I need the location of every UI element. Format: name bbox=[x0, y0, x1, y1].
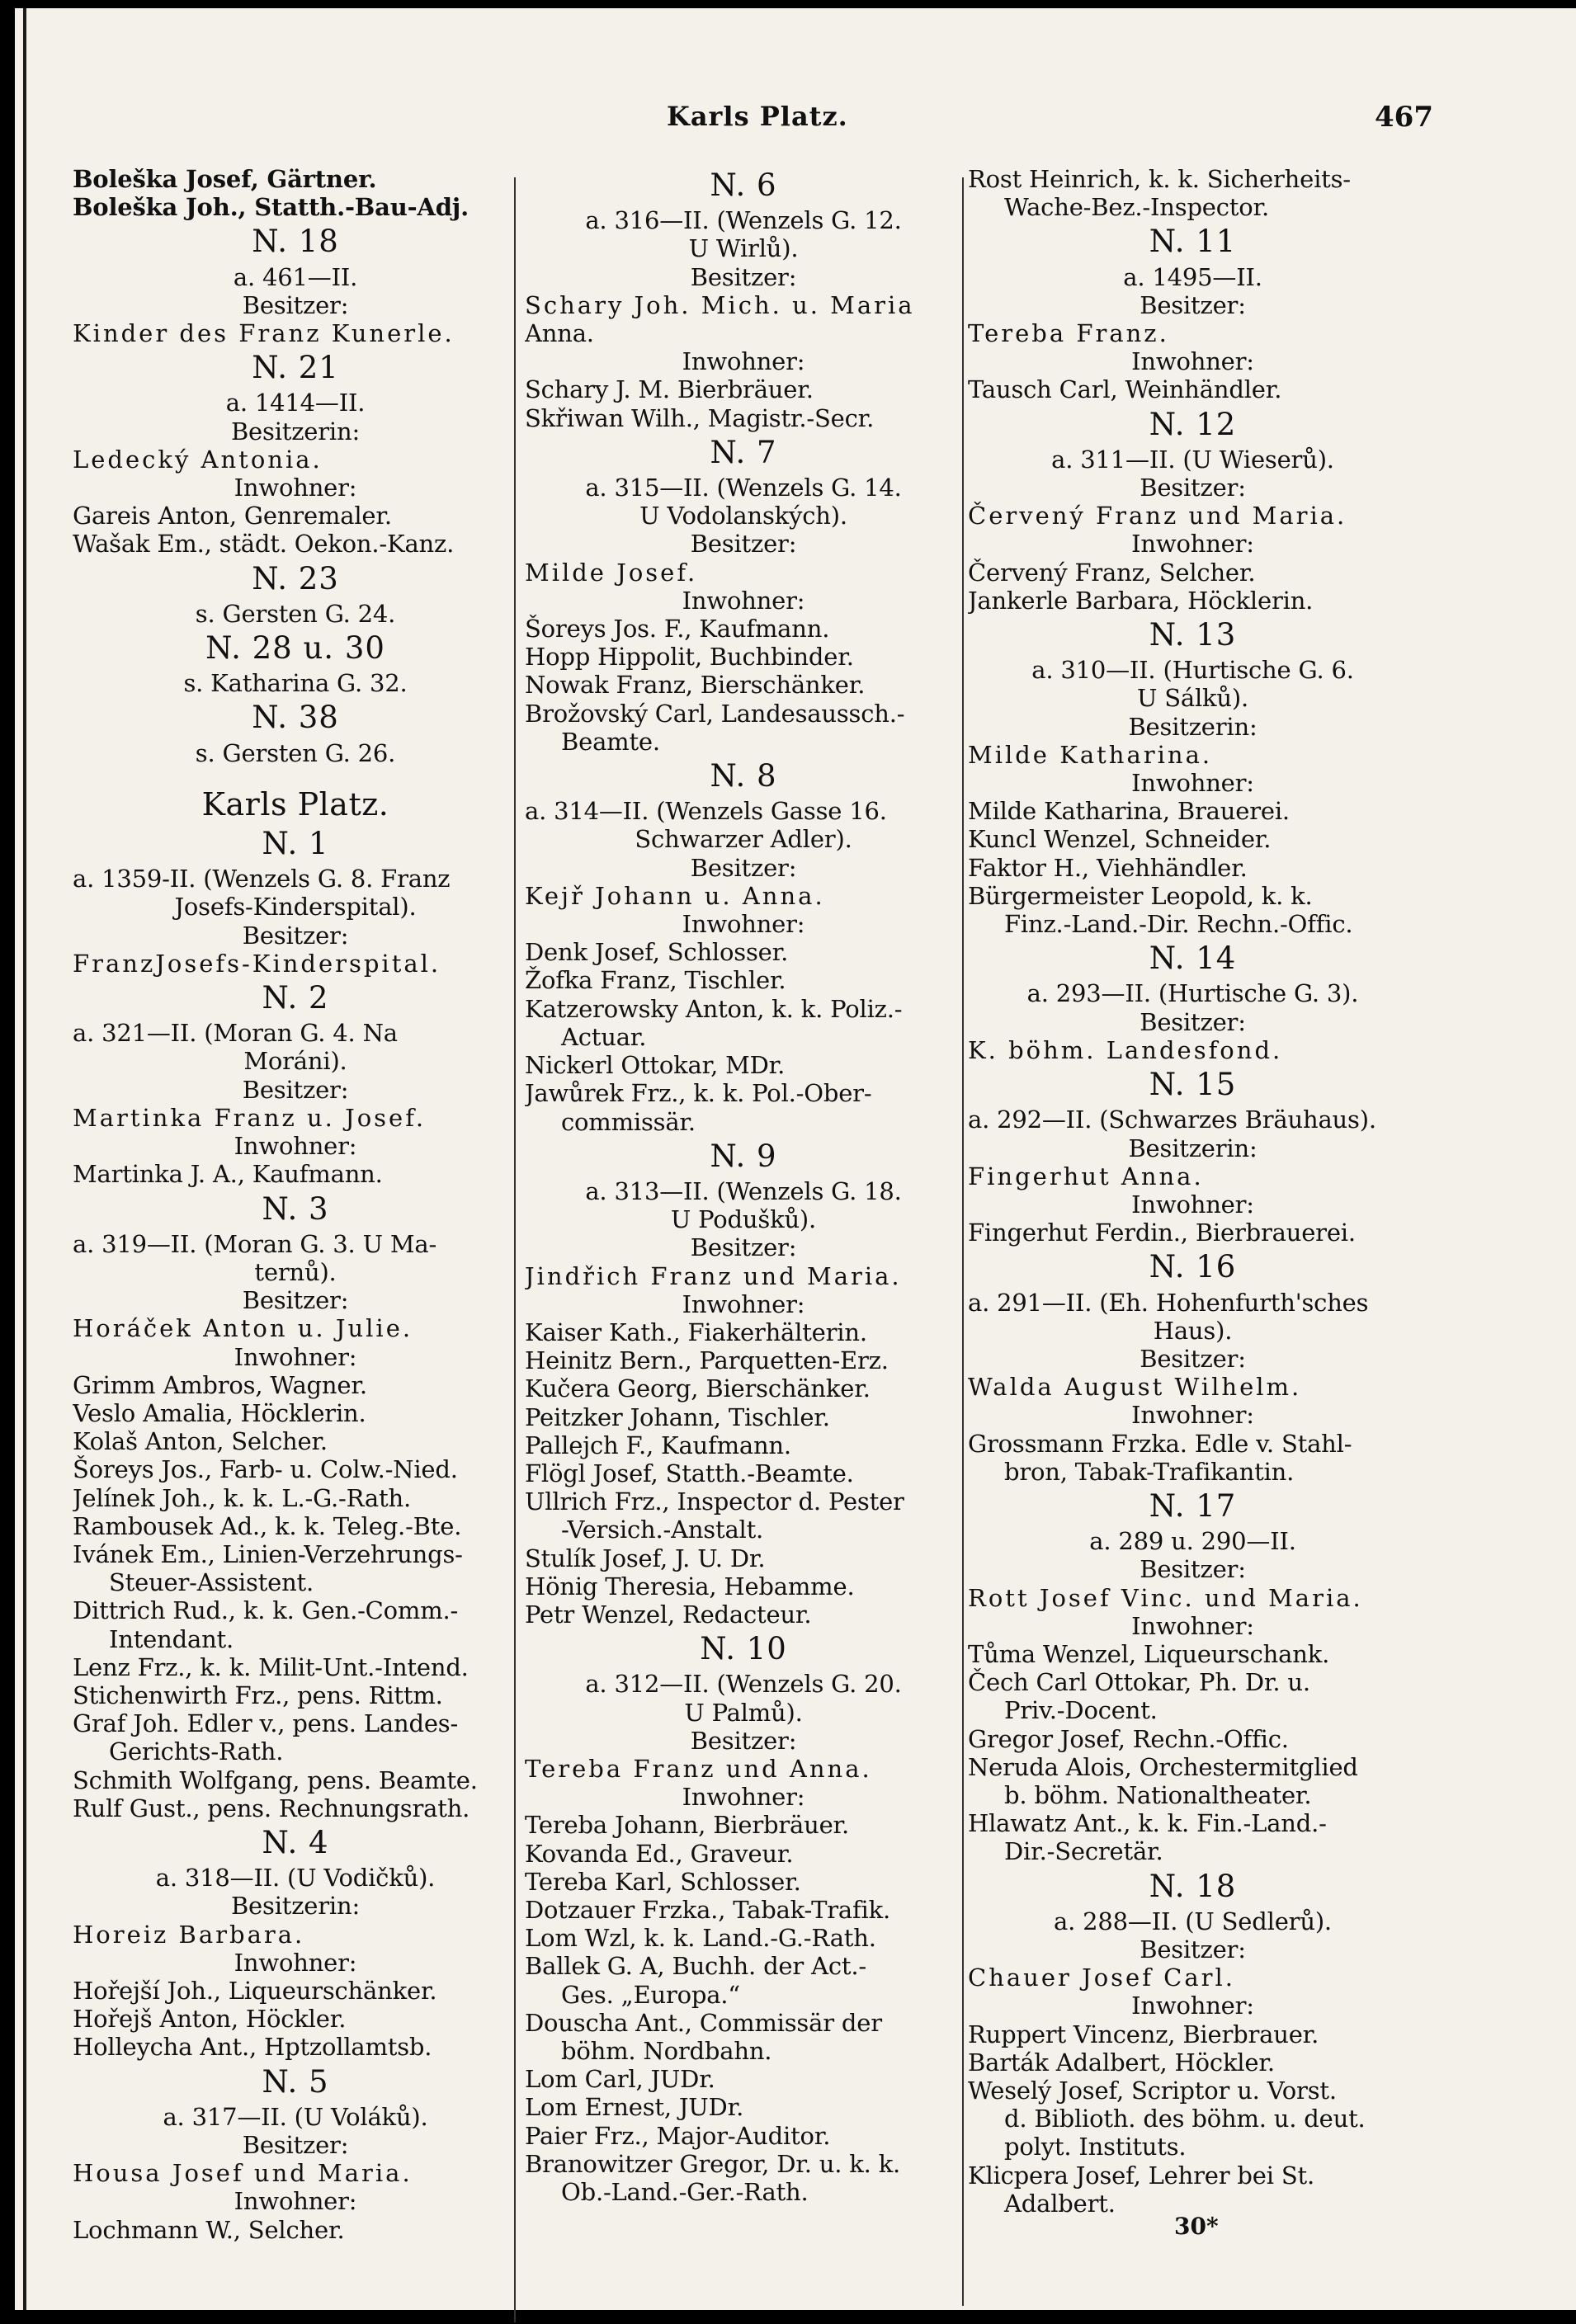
house-number-heading: N. 10 bbox=[700, 1635, 787, 1664]
entry-continuation: bron, Tabak-Trafikantin. bbox=[1004, 1457, 1295, 1486]
entry-continuation: -Versich.-Anstalt. bbox=[561, 1516, 764, 1544]
address-line: a. 1359-II. (Wenzels G. 8. Franz bbox=[73, 865, 451, 893]
owner-name: Fingerhut Anna. bbox=[968, 1162, 1204, 1190]
document-page bbox=[15, 8, 1576, 2310]
resident-entry: Hořejš Anton, Höckler. bbox=[73, 2005, 347, 2034]
resident-entry: Skřiwan Wilh., Magistr.-Secr. bbox=[525, 403, 875, 432]
house-number-heading: N. 14 bbox=[1149, 945, 1237, 973]
resident-entry: Kolaš Anton, Selcher. bbox=[73, 1427, 328, 1456]
resident-entry: Jawůrek Frz., k. k. Pol.-Ober- bbox=[525, 1079, 872, 1108]
house-number-heading: N. 28 u. 30 bbox=[205, 634, 385, 663]
address-line: a. 1495—II. bbox=[1123, 262, 1262, 291]
resident-entry: Grossmann Frzka. Edle v. Stahl- bbox=[968, 1429, 1352, 1458]
role-caption: Inwohner: bbox=[1131, 1401, 1254, 1430]
resident-entry: Brožovský Carl, Landesaussch.- bbox=[525, 699, 905, 728]
role-caption: Besitzerin: bbox=[230, 417, 361, 445]
entry-continuation: Finz.-Land.-Dir. Rechn.-Offic. bbox=[1004, 910, 1353, 939]
owner-name: Kejř Johann u. Anna. bbox=[525, 881, 825, 910]
resident-entry: Barták Adalbert, Höckler. bbox=[968, 2048, 1275, 2077]
resident-entry: Lochmann W., Selcher. bbox=[73, 2215, 345, 2244]
resident-entry: Hořejší Joh., Liqueurschänker. bbox=[73, 1976, 437, 2005]
address-line: U Sálků). bbox=[1136, 684, 1249, 713]
resident-entry: Hönig Theresia, Hebamme. bbox=[525, 1572, 855, 1600]
resident-entry: Nowak Franz, Bierschänker. bbox=[525, 671, 866, 700]
role-caption: Besitzer: bbox=[1140, 1935, 1246, 1963]
role-caption: Besitzer: bbox=[690, 1233, 797, 1262]
owner-name: Horeiz Barbara. bbox=[73, 1920, 305, 1949]
entry-continuation: Adalbert. bbox=[1004, 2189, 1116, 2218]
catchword-signature: 30* bbox=[1174, 2213, 1219, 2240]
entry-continuation: b. böhm. Nationaltheater. bbox=[1004, 1780, 1312, 1809]
role-caption: Inwohner: bbox=[1131, 769, 1254, 798]
owner-name: Tereba Franz und Anna. bbox=[525, 1754, 872, 1783]
role-caption: Inwohner: bbox=[234, 1948, 357, 1977]
resident-entry: Čech Carl Ottokar, Ph. Dr. u. bbox=[968, 1668, 1310, 1697]
owner-name: Jindřich Franz und Maria. bbox=[525, 1261, 902, 1290]
owner-name: Schary Joh. Mich. u. Maria bbox=[525, 290, 915, 319]
role-caption: Inwohner: bbox=[1131, 1992, 1254, 2020]
resident-entry: Tereba Karl, Schlosser. bbox=[525, 1867, 801, 1896]
house-number-heading: N. 15 bbox=[1149, 1071, 1237, 1100]
owner-name: Housa Josef und Maria. bbox=[73, 2159, 413, 2188]
resident-entry: Ivánek Em., Linien-Verzehrungs- bbox=[73, 1539, 463, 1568]
running-header: Karls Platz. bbox=[667, 101, 848, 132]
resident-entry: Faktor H., Viehhändler. bbox=[968, 853, 1248, 882]
resident-entry: Šoreys Jos., Farb- u. Colw.-Nied. bbox=[73, 1455, 458, 1484]
entry-continuation: Dir.-Secretär. bbox=[1004, 1837, 1163, 1866]
resident-entry: Tereba Johann, Bierbräuer. bbox=[525, 1811, 850, 1840]
address-line: a. 316—II. (Wenzels G. 12. bbox=[585, 206, 902, 235]
owner-name: Walda August Wilhelm. bbox=[968, 1373, 1302, 1402]
address-line: a. 461—II. bbox=[233, 262, 358, 291]
role-caption: Besitzer: bbox=[1140, 1007, 1246, 1036]
page-number: 467 bbox=[1375, 101, 1433, 134]
resident-entry: Milde Katharina, Brauerei. bbox=[968, 797, 1290, 826]
entry-continuation: Actuar. bbox=[561, 1022, 647, 1051]
resident-entry: Graf Joh. Edler v., pens. Landes- bbox=[73, 1709, 459, 1738]
page-edge-rule bbox=[23, 8, 26, 2310]
role-caption: Inwohner: bbox=[234, 2187, 357, 2216]
role-caption: Besitzer: bbox=[1140, 290, 1246, 319]
resident-entry: Wašak Em., städt. Oekon.-Kanz. bbox=[73, 530, 455, 559]
resident-entry: a. 291—II. (Eh. Hohenfurth'sches bbox=[968, 1288, 1369, 1317]
entry-continuation: Gerichts-Rath. bbox=[109, 1737, 284, 1766]
house-number-heading: N. 18 bbox=[1149, 1872, 1237, 1901]
address-line: a. 319—II. (Moran G. 3. U Ma- bbox=[73, 1229, 437, 1258]
role-caption: Inwohner: bbox=[682, 910, 805, 939]
role-caption: Besitzer: bbox=[1140, 1344, 1246, 1373]
address-line: U Wirlů). bbox=[688, 234, 799, 263]
role-caption: Inwohner: bbox=[682, 1783, 805, 1812]
role-caption: Inwohner: bbox=[234, 1132, 357, 1161]
house-number-heading: N. 1 bbox=[262, 830, 329, 859]
resident-entry: Jankerle Barbara, Höcklerin. bbox=[968, 586, 1314, 615]
role-caption: Besitzerin: bbox=[1128, 712, 1257, 741]
house-number-heading: N. 6 bbox=[710, 172, 777, 200]
house-number-heading: N. 11 bbox=[1149, 228, 1237, 257]
entry-continuation: Priv.-Docent. bbox=[1004, 1696, 1158, 1725]
role-caption: Besitzer: bbox=[690, 853, 797, 882]
address-line: a. 315—II. (Wenzels G. 14. bbox=[585, 474, 902, 502]
resident-entry: Neruda Alois, Orchestermitglied bbox=[968, 1752, 1358, 1781]
resident-entry: Klicpera Josef, Lehrer bei St. bbox=[968, 2161, 1314, 2190]
role-caption: Inwohner: bbox=[1131, 1190, 1254, 1219]
entry-continuation: Intendant. bbox=[109, 1624, 234, 1653]
resident-entry: Ullrich Frz., Inspector d. Pester bbox=[525, 1487, 904, 1516]
address-line: Schwarzer Adler). bbox=[635, 825, 852, 854]
resident-entry: Kuncl Wenzel, Schneider. bbox=[968, 825, 1272, 854]
role-caption: Besitzer: bbox=[1140, 1555, 1246, 1584]
resident-entry: Peitzker Johann, Tischler. bbox=[525, 1402, 830, 1431]
address-line: Bürgermeister Leopold, k. k. bbox=[968, 881, 1313, 910]
entry-continuation: d. Biblioth. des böhm. u. deut. bbox=[1004, 2105, 1366, 2133]
resident-entry: Pallejch F., Kaufmann. bbox=[525, 1431, 791, 1459]
house-number-heading: N. 13 bbox=[1149, 621, 1237, 650]
role-caption: Besitzer: bbox=[690, 1726, 797, 1755]
entry-continuation: Wache-Bez.-Inspector. bbox=[1004, 193, 1270, 222]
resident-entry: Grimm Ambros, Wagner. bbox=[73, 1370, 367, 1399]
house-number-heading: N. 7 bbox=[710, 438, 777, 468]
resident-entry: Stichenwirth Frz., pens. Rittm. bbox=[73, 1681, 443, 1709]
role-caption: Inwohner: bbox=[234, 1342, 357, 1371]
address-line: Josefs-Kinderspital). bbox=[174, 893, 417, 922]
resident-entry: Flögl Josef, Statth.-Beamte. bbox=[525, 1459, 854, 1487]
resident-entry: Jelínek Joh., k. k. L.-G.-Rath. bbox=[73, 1483, 411, 1512]
address-line: a. 313—II. (Wenzels G. 18. bbox=[585, 1176, 902, 1205]
house-number-heading: N. 38 bbox=[252, 704, 339, 733]
address-line: U Vodolanských). bbox=[639, 502, 847, 530]
house-number-heading: N. 21 bbox=[252, 354, 339, 383]
resident-entry: a. 292—II. (Schwarzes Bräuhaus). bbox=[968, 1105, 1376, 1134]
house-number-heading: N. 2 bbox=[262, 984, 329, 1013]
resident-entry: Rambousek Ad., k. k. Teleg.-Bte. bbox=[73, 1511, 462, 1540]
house-number-heading: N. 16 bbox=[1149, 1253, 1237, 1282]
column-2 bbox=[525, 165, 962, 2206]
role-caption: Besitzer: bbox=[242, 1075, 349, 1104]
owner-name: Ledecký Antonia. bbox=[73, 445, 323, 474]
resident-entry: Fingerhut Ferdin., Bierbrauerei. bbox=[968, 1219, 1356, 1247]
address-line: a. 317—II. (U Voláků). bbox=[163, 2102, 428, 2131]
role-caption: Besitzer: bbox=[242, 290, 349, 319]
resident-entry: Heinitz Bern., Parquetten-Erz. bbox=[525, 1346, 889, 1375]
role-caption: Inwohner: bbox=[1131, 347, 1254, 376]
column-divider-2 bbox=[962, 177, 964, 2306]
role-caption: Inwohner: bbox=[234, 474, 357, 502]
resident-entry: Ballek G. A, Buchh. der Act.- bbox=[525, 1952, 866, 1981]
address-line: a. 321—II. (Moran G. 4. Na bbox=[73, 1019, 398, 1048]
address-line: s. Gersten G. 26. bbox=[195, 738, 396, 767]
resident-entry: Lenz Frz., k. k. Milit-Unt.-Intend. bbox=[73, 1652, 469, 1681]
entry-continuation: Steuer-Assistent. bbox=[109, 1568, 314, 1597]
entry-continuation: Beamte. bbox=[561, 727, 660, 756]
owner-name: Kinder des Franz Kunerle. bbox=[73, 319, 455, 348]
address-line: a. 1414—II. bbox=[225, 389, 366, 417]
resident-entry: Stulík Josef, J. U. Dr. bbox=[525, 1544, 766, 1572]
resident-entry: Kaiser Kath., Fiakerhälterin. bbox=[525, 1318, 867, 1346]
resident-entry: Branowitzer Gregor, Dr. u. k. k. bbox=[525, 2149, 901, 2178]
role-caption: Inwohner: bbox=[1131, 530, 1254, 559]
resident-entry: Martinka J. A., Kaufmann. bbox=[73, 1160, 383, 1189]
role-caption: Besitzer: bbox=[690, 530, 797, 559]
owner-name: FranzJosefs-Kinderspital. bbox=[73, 949, 441, 978]
address-line: a. 293—II. (Hurtische G. 3). bbox=[1026, 979, 1359, 1008]
resident-entry: Kovanda Ed., Graveur. bbox=[525, 1839, 794, 1868]
resident-entry: Dotzauer Frzka., Tabak-Trafik. bbox=[525, 1895, 890, 1924]
role-caption: Inwohner: bbox=[682, 347, 805, 376]
role-caption: Besitzerin: bbox=[1128, 1134, 1257, 1162]
resident-entry: Tůma Wenzel, Liqueurschank. bbox=[968, 1639, 1330, 1668]
resident-entry: Žofka Franz, Tischler. bbox=[525, 966, 786, 995]
resident-entry: Kučera Georg, Bierschänker. bbox=[525, 1374, 871, 1403]
address-line: a. 312—II. (Wenzels G. 20. bbox=[585, 1670, 902, 1699]
address-line: s. Katharina G. 32. bbox=[183, 669, 408, 698]
resident-entry: Denk Josef, Schlosser. bbox=[525, 938, 789, 967]
resident-entry: Rost Heinrich, k. k. Sicherheits- bbox=[968, 165, 1351, 193]
owner-name: Milde Katharina. bbox=[968, 740, 1213, 769]
address-line: U Podušků). bbox=[670, 1205, 817, 1234]
resident-entry: Anna. bbox=[525, 319, 594, 348]
resident-entry: Boleška Joh., Statth.-Bau-Adj. bbox=[73, 193, 469, 222]
column-1 bbox=[73, 165, 518, 2244]
address-line: U Palmů). bbox=[684, 1698, 803, 1727]
address-line: a. 314—II. (Wenzels Gasse 16. bbox=[525, 797, 887, 826]
owner-name: Milde Josef. bbox=[525, 558, 698, 587]
owner-name: K. böhm. Landesfond. bbox=[968, 1035, 1283, 1064]
resident-entry: Lom Wzl, k. k. Land.-G.-Rath. bbox=[525, 1924, 876, 1953]
address-line: a. 310—II. (Hurtische G. 6. bbox=[1031, 656, 1354, 685]
address-line: Moráni). bbox=[243, 1047, 347, 1076]
house-number-heading: N. 3 bbox=[262, 1195, 329, 1223]
resident-entry: Ruppert Vincenz, Bierbrauer. bbox=[968, 2020, 1319, 2048]
resident-entry: Rulf Gust., pens. Rechnungsrath. bbox=[73, 1794, 470, 1822]
resident-entry: Holleycha Ant., Hptzollamtsb. bbox=[73, 2033, 432, 2062]
resident-entry: Douscha Ant., Commissär der bbox=[525, 2008, 882, 2037]
role-caption: Inwohner: bbox=[682, 1289, 805, 1318]
address-line: a. 288—II. (U Sedlerů). bbox=[1054, 1907, 1332, 1935]
entry-continuation: Ob.-Land.-Ger.-Rath. bbox=[561, 2178, 809, 2207]
house-number-heading: N. 17 bbox=[1149, 1492, 1237, 1521]
resident-entry: Hopp Hippolit, Buchbinder. bbox=[525, 643, 854, 672]
address-line: Haus). bbox=[1153, 1316, 1233, 1345]
owner-name: Chauer Josef Carl. bbox=[968, 1963, 1235, 1992]
entry-continuation: commissär. bbox=[561, 1107, 696, 1136]
resident-entry: Schmith Wolfgang, pens. Beamte. bbox=[73, 1765, 478, 1794]
address-line: a. 289 u. 290—II. bbox=[1089, 1527, 1296, 1556]
resident-entry: Schary J. M. Bierbräuer. bbox=[525, 375, 814, 404]
house-number-heading: N. 18 bbox=[252, 228, 339, 257]
resident-entry: Gareis Anton, Genremaler. bbox=[73, 502, 392, 530]
house-number-heading: N. 9 bbox=[710, 1142, 777, 1171]
role-caption: Besitzer: bbox=[242, 2131, 349, 2159]
owner-name: Horáček Anton u. Julie. bbox=[73, 1314, 413, 1343]
section-heading: Karls Platz. bbox=[201, 790, 389, 819]
resident-entry: Gregor Josef, Rechn.-Offic. bbox=[968, 1724, 1289, 1753]
resident-entry: Tausch Carl, Weinhändler. bbox=[968, 375, 1282, 404]
address-line: a. 311—II. (U Wieserů). bbox=[1051, 445, 1334, 474]
resident-entry: Červený Franz, Selcher. bbox=[968, 558, 1256, 587]
house-number-heading: N. 8 bbox=[710, 762, 777, 791]
owner-name: Tereba Franz. bbox=[968, 319, 1169, 348]
resident-entry: Veslo Amalia, Höcklerin. bbox=[73, 1398, 366, 1427]
resident-entry: Hlawatz Ant., k. k. Fin.-Land.- bbox=[968, 1809, 1327, 1838]
address-line: ternů). bbox=[254, 1257, 337, 1286]
role-caption: Besitzer: bbox=[242, 921, 349, 950]
resident-entry: Katzerowsky Anton, k. k. Poliz.- bbox=[525, 994, 903, 1023]
role-caption: Inwohner: bbox=[682, 586, 805, 615]
role-caption: Besitzer: bbox=[242, 1286, 349, 1315]
entry-continuation: polyt. Instituts. bbox=[1004, 2133, 1187, 2161]
house-number-heading: N. 5 bbox=[262, 2067, 329, 2096]
house-number-heading: N. 23 bbox=[252, 564, 339, 593]
entry-continuation: böhm. Nordbahn. bbox=[561, 2037, 772, 2065]
resident-entry: Lom Carl, JUDr. bbox=[525, 2065, 715, 2094]
owner-name: Červený Franz und Maria. bbox=[968, 502, 1347, 530]
role-caption: Besitzer: bbox=[1140, 474, 1246, 502]
owner-name: Martinka Franz u. Josef. bbox=[73, 1103, 427, 1132]
resident-entry: Weselý Josef, Scriptor u. Vorst. bbox=[968, 2077, 1337, 2105]
entry-continuation: Ges. „Europa.“ bbox=[561, 1980, 740, 2009]
resident-entry: Petr Wenzel, Redacteur. bbox=[525, 1600, 812, 1629]
address-line: a. 318—II. (U Vodičků). bbox=[155, 1864, 436, 1893]
resident-entry: Šoreys Jos. F., Kaufmann. bbox=[525, 615, 830, 643]
address-line: s. Gersten G. 24. bbox=[195, 599, 396, 628]
resident-entry: Dittrich Rud., k. k. Gen.-Comm.- bbox=[73, 1596, 459, 1625]
resident-entry: Lom Ernest, JUDr. bbox=[525, 2093, 744, 2122]
house-number-heading: N. 12 bbox=[1149, 410, 1237, 439]
resident-entry: Nickerl Ottokar, MDr. bbox=[525, 1051, 786, 1080]
role-caption: Besitzerin: bbox=[230, 1892, 361, 1921]
resident-entry: Boleška Josef, Gärtner. bbox=[73, 165, 377, 193]
column-3 bbox=[968, 165, 1418, 2218]
role-caption: Inwohner: bbox=[1131, 1611, 1254, 1640]
house-number-heading: N. 4 bbox=[262, 1828, 329, 1858]
role-caption: Besitzer: bbox=[690, 262, 797, 291]
resident-entry: Paier Frz., Major-Auditor. bbox=[525, 2121, 831, 2150]
owner-name: Rott Josef Vinc. und Maria. bbox=[968, 1583, 1363, 1612]
